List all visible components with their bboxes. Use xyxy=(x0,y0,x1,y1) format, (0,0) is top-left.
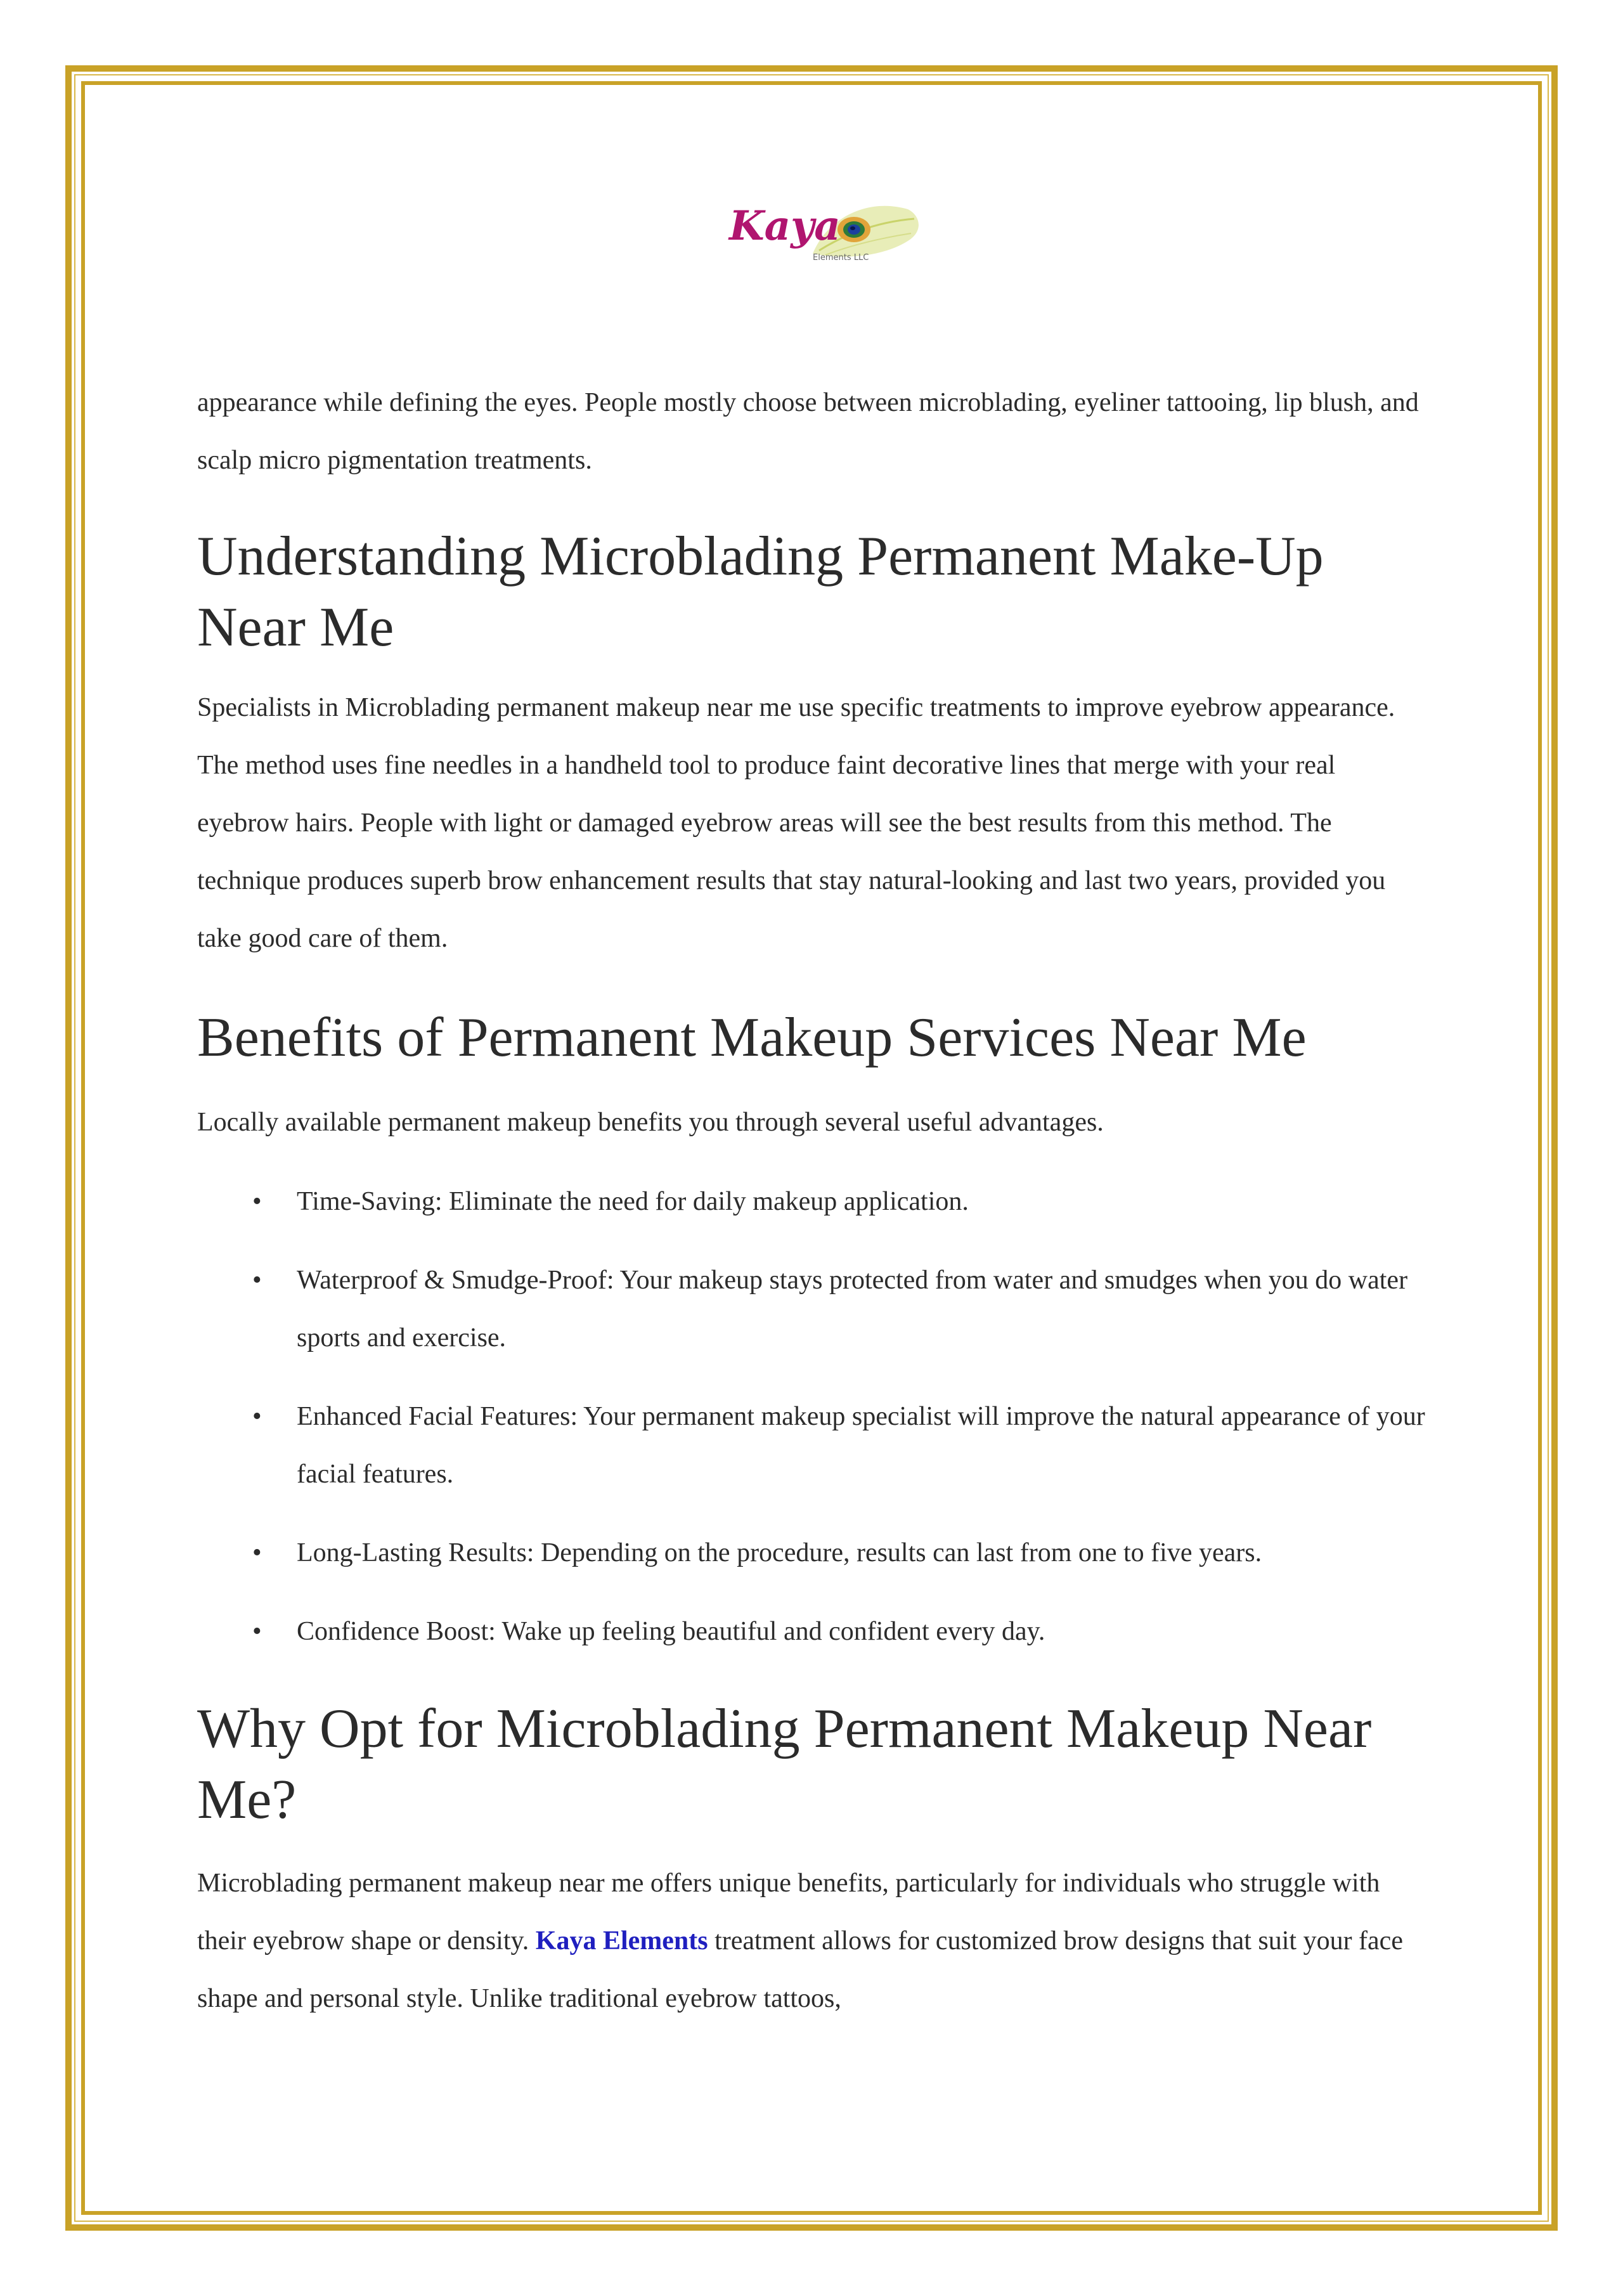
kaya-elements-link[interactable]: Kaya Elements xyxy=(535,1926,708,1955)
list-item-text: Long-Lasting Results: Depending on the procedure, results can last from one to five years. xyxy=(297,1538,1262,1567)
bullet-icon: • xyxy=(252,1187,262,1216)
heading-understanding-microblading: Understanding Microblading Permanent Make-Up Near Me xyxy=(197,526,1324,658)
bullet-icon: • xyxy=(252,1402,262,1431)
paragraph-text-start: Microblading permanent makeup near me offers unique benefits, particularly for individuals who struggle with their eyebrow shape or density. xyxy=(197,1869,1380,1955)
intro-paragraph: appearance while defining the eyes. People mostly choose between microblading, eyeliner tattooing, lip blush, and scalp micro pigmentation treatments. xyxy=(197,388,1419,475)
list-item-text: Waterproof & Smudge-Proof: Your makeup stays protected from water and smudges when you do water sports and exercise. xyxy=(297,1266,1408,1352)
list-item-text: Time-Saving: Eliminate the need for daily makeup application. xyxy=(297,1187,969,1216)
list-item xyxy=(197,1252,1433,1367)
heading-why-opt: Why Opt for Microblading Permanent Makeup Near Me? xyxy=(197,1698,1372,1831)
benefits-intro-paragraph: Locally available permanent makeup benefits you through several useful advantages. xyxy=(197,1108,1104,1137)
list-item xyxy=(197,1524,1433,1582)
microblading-paragraph: Specialists in Microblading permanent makeup near me use specific treatments to improve eyebrow appearance. The method uses fine needles in a handheld tool to produce faint decorative lines that merge with your real eyebrow hairs. People with light or damaged eyebrow areas will see the best results from this method. The technique produces superb brow enhancement results that stay natural-looking and last two years, provided you take good care of them. xyxy=(197,693,1395,953)
bullet-icon: • xyxy=(252,1617,262,1646)
list-item-text: Enhanced Facial Features: Your permanent makeup specialist will improve the natural appearance of your facial features. xyxy=(297,1402,1425,1489)
kaya-logo xyxy=(718,184,927,279)
heading-benefits: Benefits of Permanent Makeup Services Near Me xyxy=(197,1007,1307,1068)
bullet-icon: • xyxy=(252,1266,262,1295)
list-item xyxy=(197,1173,1433,1231)
list-item-text: Confidence Boost: Wake up feeling beautiful and confident every day. xyxy=(297,1617,1045,1646)
list-item xyxy=(197,1388,1433,1503)
why-opt-paragraph xyxy=(197,1855,1433,2028)
paragraph-text-end: treatment allows for customized brow designs that suit your face shape and personal style. Unlike traditional eyebrow tattoos, xyxy=(197,1926,1403,2013)
main-content xyxy=(197,374,1433,2028)
svg-text:Elements LLC: Elements LLC xyxy=(813,253,869,263)
list-item xyxy=(197,1603,1433,1661)
benefits-list xyxy=(197,1173,1433,1661)
kaya-logo-graphic xyxy=(718,184,927,279)
svg-text:Kaya: Kaya xyxy=(729,202,841,250)
bullet-icon: • xyxy=(252,1538,262,1567)
